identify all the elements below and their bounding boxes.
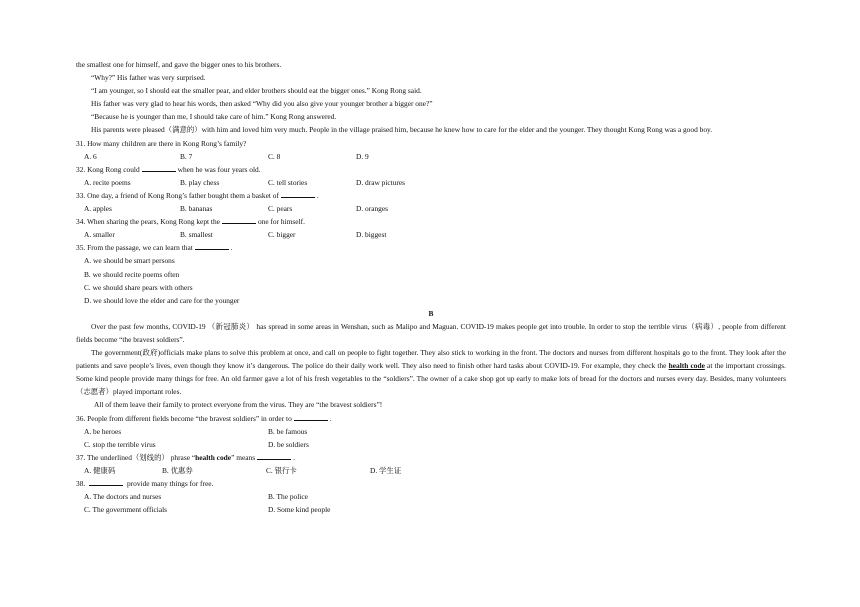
option-b[interactable]: B. we should recite poems often: [84, 269, 180, 279]
option-b[interactable]: B. The police: [268, 492, 308, 502]
option-d[interactable]: D. draw pictures: [356, 177, 406, 187]
option-c[interactable]: C. stop the terrible virus: [84, 439, 156, 449]
option-b[interactable]: B. 7: [180, 151, 193, 161]
option-b[interactable]: B. bananas: [180, 204, 213, 214]
question-38-options-row-2: [76, 503, 786, 516]
question-34-options: [76, 228, 786, 241]
question-38-options-row-1: [76, 490, 786, 503]
section-b-heading: B: [428, 308, 434, 318]
option-d[interactable]: D. oranges: [356, 204, 389, 214]
option-a[interactable]: A. smaller: [84, 230, 115, 240]
passage-a-line: the smallest one for himself, and gave the bigger ones to his brothers.: [76, 60, 282, 69]
option-c[interactable]: C. 银行卡: [266, 465, 297, 475]
option-d[interactable]: D. Some kind people: [268, 505, 331, 515]
option-d[interactable]: D. be soldiers: [268, 439, 309, 449]
answer-blank: [294, 412, 328, 421]
option-c[interactable]: C. bigger: [268, 230, 296, 240]
question-38-stem: 38. provide many things for free.: [76, 479, 214, 488]
question-36-options-row-2: [76, 438, 786, 451]
section-b-paragraph-2: The government(政府)officials make plans to solve this problem at once, and call on people to fight together. They also stick to working in the front. The doctors and nurses from different hospitals go to the front. They look after the patients and save people’s lives, even though they know it’s dangerous. The police do their daily work well. They also need to finish other hard tasks about COVID-19. For example, they check the health code at the important crossings. Some kind people provide many things for free. An old farmer gave a lot of his fresh vegetables to the “soldiers”. The owner of a cake shop got up early to make lots of bread for the doctors and nurses every day. Besides, many volunteers（志愿者）played important roles.: [76, 348, 786, 397]
option-c[interactable]: C. The government officials: [84, 505, 168, 515]
question-32-options: [76, 176, 786, 189]
passage-a-line: “I am younger, so I should eat the smaller pear, and elder brothers should eat the bigger ones.” Kong Rong said.: [91, 86, 422, 96]
question-31-options: [76, 150, 786, 163]
question-36-options-row-1: [76, 425, 786, 438]
option-a[interactable]: A. 健康码: [84, 465, 116, 475]
question-37-options: [76, 464, 786, 477]
option-d[interactable]: D. 9: [356, 151, 369, 161]
answer-blank: [281, 189, 315, 198]
question-31-stem: 31. How many children are there in Kong Rong’s family?: [76, 138, 247, 148]
option-c[interactable]: C. pears: [268, 204, 293, 214]
option-b[interactable]: B. smallest: [180, 230, 213, 240]
option-c[interactable]: C. tell stories: [268, 177, 308, 187]
option-d[interactable]: D. we should love the elder and care for the younger: [84, 295, 240, 305]
answer-blank: [222, 215, 256, 224]
question-32-stem: 32. Kong Rong could when he was four years old.: [76, 164, 261, 174]
option-d[interactable]: D. biggest: [356, 230, 387, 240]
health-code-underlined: health code: [668, 361, 705, 371]
exam-page: [76, 58, 786, 516]
answer-blank: [195, 241, 229, 250]
question-34-stem: 34. When sharing the pears, Kong Rong kept the one for himself.: [76, 217, 305, 227]
passage-a-line: “Because he is younger than me, I should take care of him.” Kong Rong answered.: [91, 112, 337, 122]
option-a[interactable]: A. recite poems: [84, 177, 131, 187]
option-a[interactable]: A. be heroes: [84, 426, 122, 436]
option-a[interactable]: A. The doctors and nurses: [84, 492, 162, 502]
option-b[interactable]: B. 优惠券: [162, 465, 193, 475]
question-35-stem: 35. From the passage, we can learn that .: [76, 243, 233, 253]
option-d[interactable]: D. 学生证: [370, 465, 402, 475]
question-33-options: [76, 202, 786, 215]
option-a[interactable]: A. apples: [84, 204, 112, 214]
passage-a-line: “Why?” His father was very surprised.: [91, 73, 206, 83]
option-a[interactable]: A. we should be smart persons: [84, 256, 175, 266]
option-b[interactable]: B. be famous: [268, 426, 308, 436]
passage-a-paragraph: His parents were pleased（满意的）with him and loved him very much. People in the village praised him, because he knew how to care for the elder and the younger. They thought Kong Rong was a good boy.: [91, 125, 713, 135]
option-c[interactable]: C. 8: [268, 151, 281, 161]
option-b[interactable]: B. play chess: [180, 177, 220, 187]
answer-blank: [89, 477, 123, 486]
question-33-stem: 33. One day, a friend of Kong Rong’s father bought them a basket of .: [76, 190, 319, 200]
question-36-stem: 36. People from different fields become “the bravest soldiers” in order to .: [76, 413, 332, 423]
section-b-paragraph-1: Over the past few months, COVID-19 （新冠肺炎） has spread in some areas in Wenshan, such as Malipo and Maguan. COVID-19 makes people get into trouble. In order to stop the terrible virus（病毒）, people from different fields become “the bravest soldiers”.: [76, 321, 786, 344]
option-a[interactable]: A. 6: [84, 151, 97, 161]
question-37-stem: 37. The underlined（划线的） phrase “health code” means .: [76, 452, 295, 462]
answer-blank: [257, 451, 291, 460]
answer-blank: [142, 163, 176, 172]
section-b-paragraph-3: All of them leave their family to protect everyone from the virus. They are “the bravest soldiers”!: [94, 400, 383, 410]
passage-a-line: His father was very glad to hear his words, then asked “Why did you also give your younger brother a bigger one?”: [91, 99, 433, 109]
option-c[interactable]: C. we should share pears with others: [84, 282, 193, 292]
